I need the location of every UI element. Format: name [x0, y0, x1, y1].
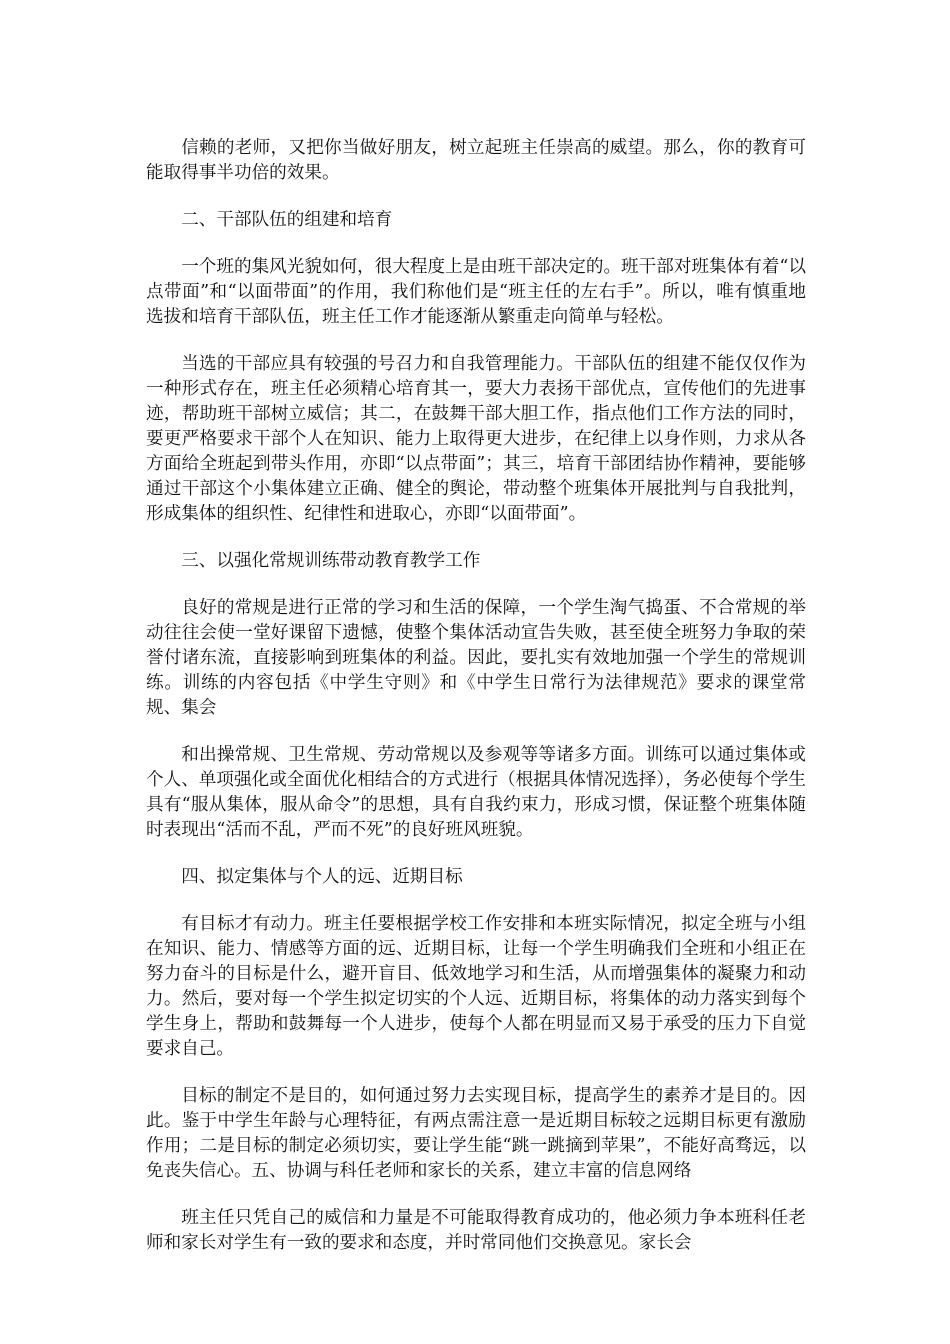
section-heading-2: 二、干部队伍的组建和培育	[181, 210, 393, 230]
paragraph-7: 目标的制定不是目的，如何通过努力去实现目标，提高学生的素养才是目的。因此。鉴于中学生年龄与心理特征，有两点需注意一是近期目标较之远期目标更有激励作用；二是目标的制定必须切实，要让学生能“跳一跳摘到苹果”，不能好高骛远，以免丧失信心。五、协调与科任老师和家长的关系，建立丰富的信息网络	[146, 1086, 806, 1181]
paragraph-4: 良好的常规是进行正常的学习和生活的保障，一个学生淘气捣蛋、不合常规的举动往往会使一堂好课留下遗憾，使整个集体活动宣告失败，甚至使全班努力争取的荣誉付诸东流，直接影响到班集体的利益。因此，要扎实有效地加强一个学生的常规训练。训练的内容包括《中学生守则》和《中学生日常行为法律规范》要求的课堂常规、集会	[146, 598, 806, 718]
paragraph-3: 当选的干部应具有较强的号召力和自我管理能力。干部队伍的组建不能仅仅作为一种形式存在，班主任必须精心培育其一，要大力表扬干部优点，宣传他们的先进事迹，帮助班干部树立威信；其二，在鼓舞干部大胆工作，指点他们工作方法的同时，要更严格要求干部个人在知识、能力上取得更大进步，在纪律上以身作则，力求从各方面给全班起到带头作用，亦即“以点带面”；其三，培育干部团结协作精神，要能够通过干部这个小集体建立正确、健全的舆论，带动整个班集体开展批判与自我批判，形成集体的组织性、纪律性和进取心，亦即“以面带面”。	[146, 354, 806, 524]
paragraph-8: 班主任只凭自己的威信和力量是不可能取得教育成功的，他必须力争本班科任老师和家长对学生有一致的要求和态度，并时常同他们交换意见。家长会	[146, 1208, 806, 1253]
paragraph-1: 信赖的老师，又把你当做好朋友，树立起班主任崇高的威望。那么，你的教育可能取得事半功倍的效果。	[146, 138, 806, 183]
section-heading-4: 四、拟定集体与个人的远、近期目标	[181, 867, 463, 887]
paragraph-6: 有目标才有动力。班主任要根据学校工作安排和本班实际情况，拟定全班与小组在知识、能力、情感等方面的远、近期目标，让每一个学生明确我们全班和小组正在努力奋斗的目标是什么，避开盲目、低效地学习和生活，从而增强集体的凝聚力和动力。然后，要对每一个学生拟定切实的个人远、近期目标，将集体的动力落实到每个学生身上，帮助和鼓舞每一个人进步，使每个人都在明显而又易于承受的压力下自觉要求自己。	[146, 914, 806, 1059]
paragraph-5: 和出操常规、卫生常规、劳动常规以及参观等等诸多方面。训练可以通过集体或个人、单项强化或全面优化相结合的方式进行（根据具体情况选择），务必使每个学生具有“服从集体，服从命令”的思想，具有自我约束力，形成习惯，保证整个班集体随时表现出“活而不乱，严而不死”的良好班风班貌。	[146, 745, 806, 840]
section-heading-3: 三、以强化常规训练带动教育教学工作	[181, 551, 481, 571]
paragraph-2: 一个班的集风光貌如何，很大程度上是由班干部决定的。班干部对班集体有着“以点带面”和“以面带面”的作用，我们称他们是“班主任的左右手”。所以，唯有慎重地选拔和培育干部队伍，班主任工作才能逐渐从繁重走向简单与轻松。	[146, 257, 806, 327]
document-page	[146, 136, 806, 1278]
